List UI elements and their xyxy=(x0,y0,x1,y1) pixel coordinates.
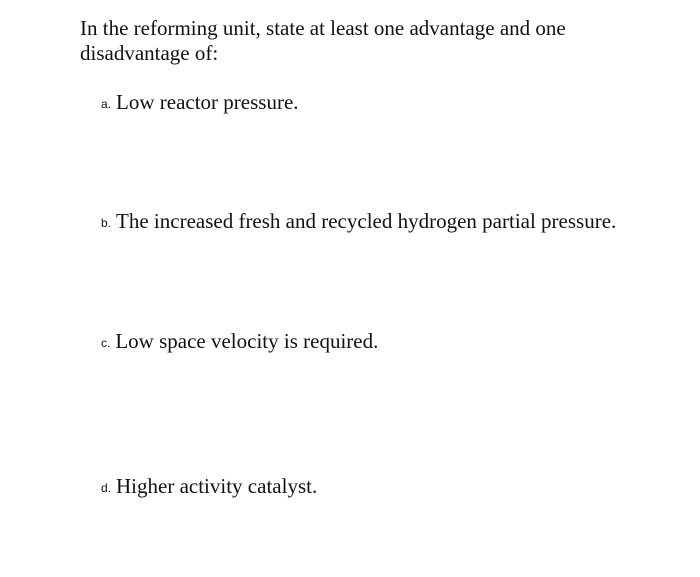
question-text: In the reforming unit, state at least one advantage and one disadvantage of: xyxy=(80,16,566,65)
item-marker: d. xyxy=(101,481,112,495)
item-text: Low space velocity is required. xyxy=(115,329,379,353)
item-text: Higher activity catalyst. xyxy=(116,474,318,498)
list-item-d xyxy=(101,474,317,502)
list-item-b xyxy=(101,209,616,237)
item-marker: c. xyxy=(101,336,111,350)
item-text: Low reactor pressure. xyxy=(116,90,299,114)
list-item-c xyxy=(101,329,378,357)
list-item-a xyxy=(101,90,299,118)
item-text: The increased fresh and recycled hydrogen partial pressure. xyxy=(116,209,617,233)
item-marker: b. xyxy=(101,216,112,230)
item-marker: a. xyxy=(101,97,112,111)
